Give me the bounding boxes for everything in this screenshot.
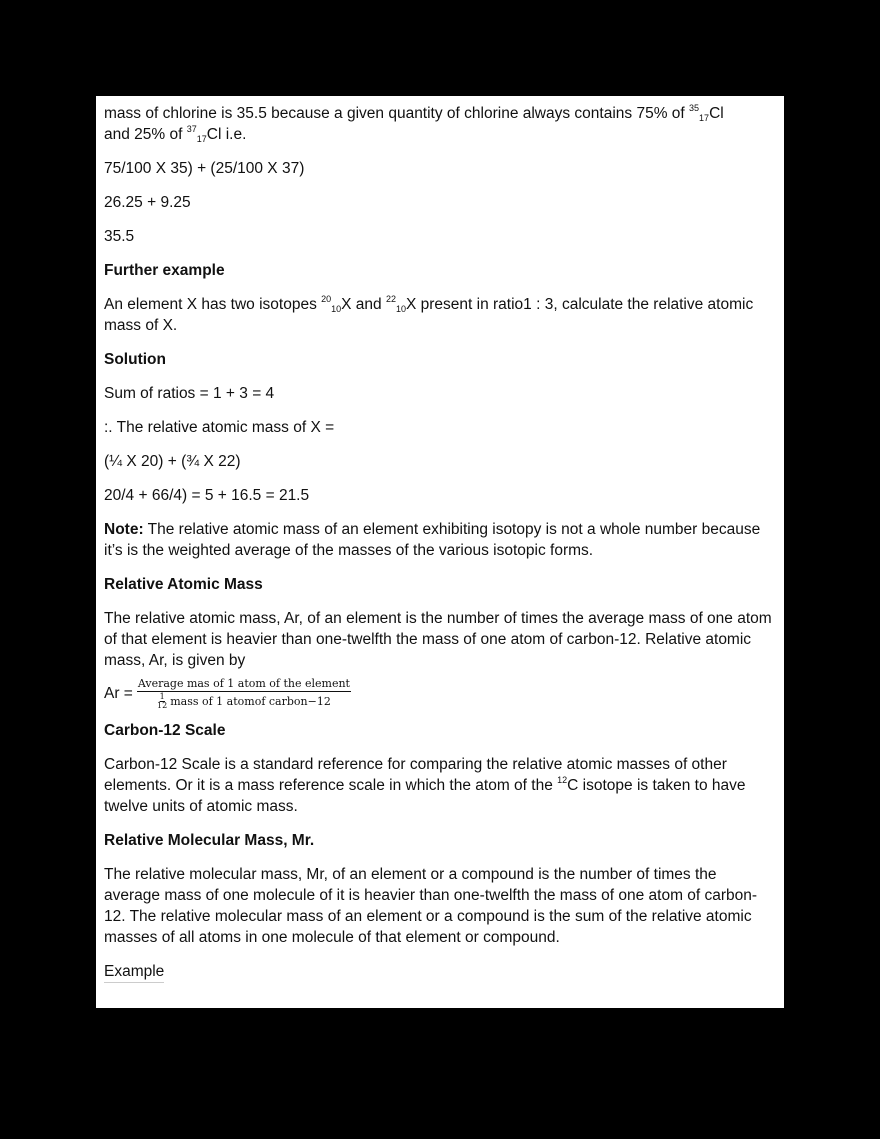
atomic-number: 17 xyxy=(699,113,710,123)
calc-line-1: 75/100 X 35) + (25/100 X 37) xyxy=(104,160,305,177)
mass-number: 12 xyxy=(557,775,568,785)
formula-den-text: mass of 1 atomof carbon−12 xyxy=(170,695,331,708)
carbon-12-heading: Carbon-12 Scale xyxy=(104,722,226,739)
example-heading xyxy=(104,961,776,983)
note-paragraph xyxy=(104,519,776,561)
relative-molecular-mass-heading: Relative Molecular Mass, Mr. xyxy=(104,832,315,849)
carbon-12-text xyxy=(104,754,776,817)
mass-number: 35 xyxy=(689,103,700,113)
formula-denominator xyxy=(157,692,331,710)
ar-formula xyxy=(104,677,776,710)
one-twelfth xyxy=(157,693,167,710)
relative-atomic-mass-heading: Relative Atomic Mass xyxy=(104,576,263,593)
note-label: Note: xyxy=(104,521,144,538)
question-paragraph xyxy=(104,294,776,336)
formula-fraction xyxy=(137,677,351,710)
text: mass of chlorine is 35.5 because a given quantity of chlorine always contains 75% of xyxy=(104,105,690,122)
solution-line-4: 20/4 + 66/4) = 5 + 16.5 = 21.5 xyxy=(104,487,310,504)
relative-molecular-mass-text: The relative molecular mass, Mr, of an element or a compound is the number of times the average mass of one molecule of it is heavier than one-twelfth the mass of one atom of carbon-12. The relative molecular mass of an element or a compound is the sum of the relative atomic masses of all atoms in one molecule of that element or compound. xyxy=(104,866,758,946)
relative-atomic-mass-text: The relative atomic mass, Ar, of an element is the number of times the average mass of one atom of that element is heavier than one-twelfth the mass of one atom of carbon-12. Relative atomic mass, Ar, is given by xyxy=(104,610,772,669)
atomic-number: 10 xyxy=(395,304,406,314)
note-text: The relative atomic mass of an element exhibiting isotopy is not a whole number because it’s is the weighted average of the masses of the various isotopic forms. xyxy=(104,521,761,559)
mass-number: 20 xyxy=(321,294,332,304)
further-example-heading: Further example xyxy=(104,262,225,279)
formula-lhs: Ar = xyxy=(104,685,133,702)
solution-heading: Solution xyxy=(104,351,166,368)
solution-line-1: Sum of ratios = 1 + 3 = 4 xyxy=(104,385,275,402)
calc-line-2: 26.25 + 9.25 xyxy=(104,194,191,211)
solution-line-3: (¼ X 20) + (¾ X 22) xyxy=(104,453,241,470)
symbol: Cl xyxy=(709,105,724,122)
mass-number: 37 xyxy=(186,124,197,134)
atomic-number: 17 xyxy=(196,134,207,144)
atomic-number: 10 xyxy=(331,304,342,314)
symbol: X and xyxy=(341,296,386,313)
mini-den: 12 xyxy=(157,701,168,710)
solution-line-2: :. The relative atomic mass of X = xyxy=(104,419,335,436)
mini-num: 1 xyxy=(159,692,165,701)
text: C isotope is taken to have twelve units of atomic mass. xyxy=(104,777,746,815)
formula-numerator: Average mas of 1 atom of the element xyxy=(137,677,350,690)
text: An element X has two isotopes xyxy=(104,296,322,313)
text: Carbon-12 Scale is a standard reference for comparing the relative atomic masses of other elements. Or it is a mass reference scale in which the atom of the xyxy=(104,756,727,794)
document-page xyxy=(96,96,784,1008)
example-label: Example xyxy=(104,961,164,983)
text: and 25% of xyxy=(104,126,187,143)
text: X present in ratio1 : 3, calculate the relative atomic mass of X. xyxy=(104,296,754,334)
calc-line-3: 35.5 xyxy=(104,228,135,245)
chlorine-paragraph xyxy=(104,103,776,145)
symbol: Cl i.e. xyxy=(206,126,247,143)
mass-number: 22 xyxy=(385,294,396,304)
